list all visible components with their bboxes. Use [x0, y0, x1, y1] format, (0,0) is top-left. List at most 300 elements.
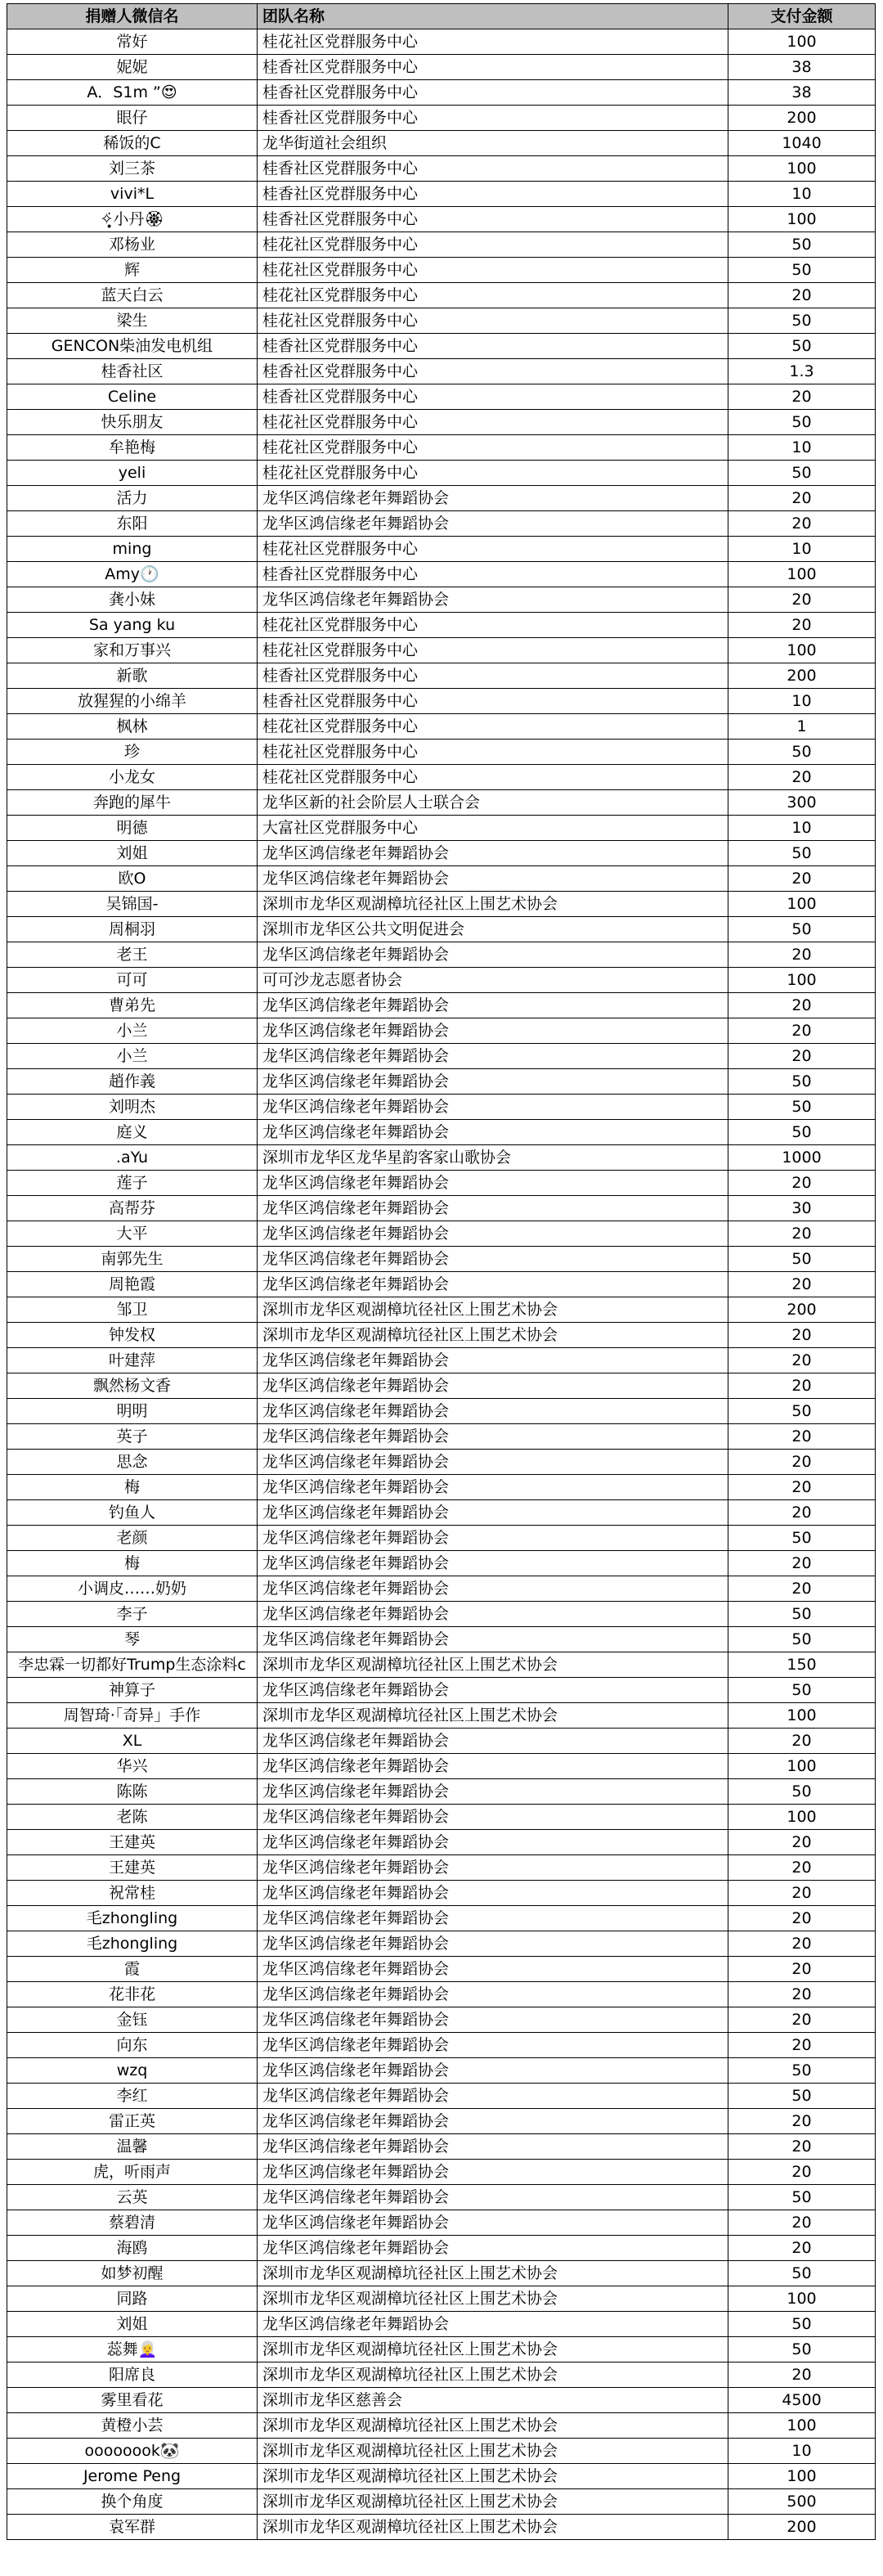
amount-cell: 100 — [728, 207, 876, 232]
donor-name-cell: 邓杨业 — [7, 232, 258, 258]
amount-cell: 20 — [728, 866, 876, 892]
amount-cell: 20 — [728, 1576, 876, 1602]
amount-cell: 20 — [728, 1830, 876, 1855]
amount-cell: 20 — [728, 384, 876, 410]
amount-cell: 1000 — [728, 1145, 876, 1171]
table-row — [7, 587, 876, 613]
amount-cell: 20 — [728, 1044, 876, 1069]
donor-name-cell: 袁军群 — [7, 2515, 258, 2540]
donor-name-cell: 东阳 — [7, 511, 258, 537]
team-name-cell: 龙华区鸿信缘老年舞蹈协会 — [258, 1247, 728, 1272]
donor-name-cell: 如梦初醒 — [7, 2261, 258, 2286]
amount-cell: 20 — [728, 765, 876, 790]
amount-cell: 50 — [728, 334, 876, 359]
amount-cell: 50 — [728, 2084, 876, 2109]
table-row — [7, 613, 876, 638]
amount-cell: 50 — [728, 2312, 876, 2337]
amount-cell: 50 — [728, 1526, 876, 1551]
table-row — [7, 714, 876, 740]
donor-name-cell: 神算子 — [7, 1678, 258, 1703]
table-row — [7, 2337, 876, 2362]
donor-name-cell: 黄橙小芸 — [7, 2413, 258, 2439]
team-name-cell: 深圳市龙华区观湖樟坑径社区上围艺术协会 — [258, 892, 728, 917]
amount-cell: 20 — [728, 1475, 876, 1500]
team-name-cell: 桂香社区党群服务中心 — [258, 663, 728, 689]
table-row — [7, 1779, 876, 1805]
table-row — [7, 207, 876, 232]
table-row — [7, 1500, 876, 1526]
table-row — [7, 511, 876, 537]
donor-name-cell: yeli — [7, 461, 258, 486]
table-row — [7, 968, 876, 993]
donor-name-cell: 枫林 — [7, 714, 258, 740]
donor-name-cell: 明德 — [7, 816, 258, 841]
team-name-cell: 龙华区鸿信缘老年舞蹈协会 — [258, 1450, 728, 1475]
table-row — [7, 1652, 876, 1678]
table-row — [7, 1450, 876, 1475]
table-row — [7, 232, 876, 258]
table-row — [7, 740, 876, 765]
table-row — [7, 1526, 876, 1551]
table-row — [7, 55, 876, 80]
amount-cell: 20 — [728, 1424, 876, 1450]
amount-cell: 20 — [728, 1957, 876, 1982]
table-row — [7, 1399, 876, 1424]
amount-cell: 10 — [728, 537, 876, 562]
amount-cell: 50 — [728, 740, 876, 765]
donor-name-cell: 华兴 — [7, 1754, 258, 1779]
donor-name-cell: 小调皮……奶奶 — [7, 1576, 258, 1602]
donor-name-cell: 海鸥 — [7, 2236, 258, 2261]
team-name-cell: 龙华区鸿信缘老年舞蹈协会 — [258, 2236, 728, 2261]
table-row — [7, 1805, 876, 1830]
amount-cell: 200 — [728, 2515, 876, 2540]
team-name-cell: 桂香社区党群服务中心 — [258, 207, 728, 232]
table-body — [7, 29, 876, 2540]
table-row — [7, 917, 876, 942]
amount-cell: 20 — [728, 2362, 876, 2388]
donor-name-cell: 换个角度 — [7, 2489, 258, 2515]
amount-cell: 50 — [728, 2185, 876, 2210]
table-row — [7, 1044, 876, 1069]
table-row — [7, 1247, 876, 1272]
amount-cell: 300 — [728, 790, 876, 816]
team-name-cell: 龙华区鸿信缘老年舞蹈协会 — [258, 1881, 728, 1906]
team-name-cell: 桂香社区党群服务中心 — [258, 689, 728, 714]
team-name-cell: 龙华区鸿信缘老年舞蹈协会 — [258, 1729, 728, 1754]
amount-cell: 20 — [728, 2210, 876, 2236]
amount-cell: 20 — [728, 587, 876, 613]
donor-name-cell: 花非花 — [7, 1982, 258, 2007]
amount-cell: 50 — [728, 1247, 876, 1272]
table-row — [7, 1678, 876, 1703]
amount-cell: 1 — [728, 714, 876, 740]
donor-name-cell: ming — [7, 537, 258, 562]
donor-name-cell: 毛zhongling — [7, 1931, 258, 1957]
donor-name-cell: 刘姐 — [7, 2312, 258, 2337]
amount-cell: 50 — [728, 1627, 876, 1652]
amount-cell: 500 — [728, 2489, 876, 2515]
team-name-cell: 桂花社区党群服务中心 — [258, 714, 728, 740]
team-name-cell: 龙华区鸿信缘老年舞蹈协会 — [258, 1120, 728, 1145]
donor-name-cell: 辉 — [7, 258, 258, 283]
amount-cell: 100 — [728, 562, 876, 587]
donor-name-cell: 云英 — [7, 2185, 258, 2210]
team-name-cell: 桂香社区党群服务中心 — [258, 106, 728, 131]
amount-cell: 100 — [728, 1703, 876, 1729]
table-row — [7, 942, 876, 968]
table-row — [7, 2033, 876, 2058]
donor-name-cell: 王建英 — [7, 1830, 258, 1855]
table-row — [7, 2058, 876, 2084]
team-name-cell: 龙华区鸿信缘老年舞蹈协会 — [258, 511, 728, 537]
table-row — [7, 1627, 876, 1652]
team-name-cell: 深圳市龙华区观湖樟坑径社区上围艺术协会 — [258, 2286, 728, 2312]
donor-name-cell: 蔡碧清 — [7, 2210, 258, 2236]
donor-name-cell: 珍 — [7, 740, 258, 765]
table-row — [7, 2109, 876, 2134]
team-name-cell: 桂花社区党群服务中心 — [258, 765, 728, 790]
donor-name-cell: 龚小妹 — [7, 587, 258, 613]
table-row — [7, 1982, 876, 2007]
donor-name-cell: Jerome Peng — [7, 2464, 258, 2489]
donor-name-cell: 梅 — [7, 1475, 258, 1500]
table-row — [7, 790, 876, 816]
amount-cell: 50 — [728, 308, 876, 334]
donor-name-cell: 桂香社区 — [7, 359, 258, 384]
team-name-cell: 龙华区鸿信缘老年舞蹈协会 — [258, 2312, 728, 2337]
amount-cell: 150 — [728, 1652, 876, 1678]
team-name-cell: 深圳市龙华区观湖樟坑径社区上围艺术协会 — [258, 1297, 728, 1323]
table-row — [7, 1881, 876, 1906]
donor-name-cell: 常好 — [7, 29, 258, 55]
amount-cell: 20 — [728, 1931, 876, 1957]
donor-name-cell: 明明 — [7, 1399, 258, 1424]
team-name-cell: 龙华区鸿信缘老年舞蹈协会 — [258, 486, 728, 511]
donor-name-cell: 刘三茶 — [7, 156, 258, 182]
amount-cell: 50 — [728, 1120, 876, 1145]
donor-name-cell: 快乐朋友 — [7, 410, 258, 435]
table-row — [7, 1602, 876, 1627]
team-name-cell: 龙华区鸿信缘老年舞蹈协会 — [258, 1931, 728, 1957]
team-name-cell: 深圳市龙华区公共文明促进会 — [258, 917, 728, 942]
amount-cell: 200 — [728, 1297, 876, 1323]
team-name-cell: 龙华区鸿信缘老年舞蹈协会 — [258, 1627, 728, 1652]
table-row — [7, 2160, 876, 2185]
team-name-cell: 龙华区鸿信缘老年舞蹈协会 — [258, 1424, 728, 1450]
team-name-cell: 龙华街道社会组织 — [258, 131, 728, 156]
team-name-cell: 龙华区鸿信缘老年舞蹈协会 — [258, 1805, 728, 1830]
donor-name-cell: ✧̣̥̇小丹🏵 — [7, 207, 258, 232]
donor-name-cell: 英子 — [7, 1424, 258, 1450]
team-name-cell: 龙华区鸿信缘老年舞蹈协会 — [258, 1500, 728, 1526]
donor-name-cell: 雷正英 — [7, 2109, 258, 2134]
team-name-cell: 龙华区鸿信缘老年舞蹈协会 — [258, 1272, 728, 1297]
team-name-cell: 龙华区鸿信缘老年舞蹈协会 — [258, 2160, 728, 2185]
team-name-cell: 龙华区鸿信缘老年舞蹈协会 — [258, 2185, 728, 2210]
donor-name-cell: 刘明杰 — [7, 1095, 258, 1120]
table-row — [7, 2134, 876, 2160]
amount-cell: 20 — [728, 1450, 876, 1475]
amount-cell: 1040 — [728, 131, 876, 156]
team-name-cell: 龙华区鸿信缘老年舞蹈协会 — [258, 1779, 728, 1805]
team-name-cell: 深圳市龙华区观湖樟坑径社区上围艺术协会 — [258, 1703, 728, 1729]
table-row — [7, 1323, 876, 1348]
header-team-name: 团队名称 — [258, 4, 728, 29]
amount-cell: 50 — [728, 410, 876, 435]
team-name-cell: 龙华区鸿信缘老年舞蹈协会 — [258, 2134, 728, 2160]
donor-name-cell: 高帮芬 — [7, 1196, 258, 1221]
amount-cell: 10 — [728, 182, 876, 207]
header-payment-amount: 支付金额 — [728, 4, 876, 29]
donor-name-cell: GENCON柴油发电机组 — [7, 334, 258, 359]
donor-name-cell: 放猩猩的小绵羊 — [7, 689, 258, 714]
table-row — [7, 1120, 876, 1145]
amount-cell: 50 — [728, 1779, 876, 1805]
amount-cell: 38 — [728, 55, 876, 80]
table-row — [7, 1855, 876, 1881]
donor-name-cell: 小兰 — [7, 1044, 258, 1069]
team-name-cell: 大富社区党群服务中心 — [258, 816, 728, 841]
team-name-cell: 龙华区鸿信缘老年舞蹈协会 — [258, 1602, 728, 1627]
donor-name-cell: 陈陈 — [7, 1779, 258, 1805]
team-name-cell: 桂香社区党群服务中心 — [258, 359, 728, 384]
amount-cell: 1.3 — [728, 359, 876, 384]
table-row — [7, 2261, 876, 2286]
team-name-cell: 桂香社区党群服务中心 — [258, 182, 728, 207]
team-name-cell: 深圳市龙华区观湖樟坑径社区上围艺术协会 — [258, 2439, 728, 2464]
table-row — [7, 182, 876, 207]
team-name-cell: 龙华区鸿信缘老年舞蹈协会 — [258, 1069, 728, 1095]
team-name-cell: 桂花社区党群服务中心 — [258, 410, 728, 435]
donor-name-cell: 思念 — [7, 1450, 258, 1475]
amount-cell: 100 — [728, 2286, 876, 2312]
donor-name-cell: 王建英 — [7, 1855, 258, 1881]
table-header — [7, 4, 876, 29]
table-row — [7, 1906, 876, 1931]
donor-name-cell: 刘姐 — [7, 841, 258, 866]
donor-name-cell: 趙作義 — [7, 1069, 258, 1095]
amount-cell: 50 — [728, 1095, 876, 1120]
amount-cell: 20 — [728, 1373, 876, 1399]
team-name-cell: 龙华区鸿信缘老年舞蹈协会 — [258, 2007, 728, 2033]
donor-name-cell: 温馨 — [7, 2134, 258, 2160]
team-name-cell: 龙华区鸿信缘老年舞蹈协会 — [258, 1526, 728, 1551]
amount-cell: 4500 — [728, 2388, 876, 2413]
amount-cell: 20 — [728, 2033, 876, 2058]
table-row — [7, 1348, 876, 1373]
donor-name-cell: 蓝天白云 — [7, 283, 258, 308]
donor-name-cell: 活力 — [7, 486, 258, 511]
donor-name-cell: 李红 — [7, 2084, 258, 2109]
amount-cell: 20 — [728, 1171, 876, 1196]
donor-name-cell: 毛zhongling — [7, 1906, 258, 1931]
amount-cell: 10 — [728, 816, 876, 841]
donor-name-cell: 霞 — [7, 1957, 258, 1982]
table-row — [7, 2489, 876, 2515]
donor-name-cell: 向东 — [7, 2033, 258, 2058]
donor-name-cell: Celine — [7, 384, 258, 410]
donor-name-cell: 祝常桂 — [7, 1881, 258, 1906]
donor-name-cell: 眼仔 — [7, 106, 258, 131]
donor-name-cell: 曹弟先 — [7, 993, 258, 1018]
amount-cell: 100 — [728, 2413, 876, 2439]
table-row — [7, 562, 876, 587]
table-row — [7, 2515, 876, 2540]
team-name-cell: 龙华区鸿信缘老年舞蹈协会 — [258, 1475, 728, 1500]
amount-cell: 100 — [728, 2464, 876, 2489]
table-row — [7, 359, 876, 384]
amount-cell: 200 — [728, 663, 876, 689]
donor-name-cell: 小龙女 — [7, 765, 258, 790]
table-row — [7, 1754, 876, 1779]
donor-name-cell: 牟艳梅 — [7, 435, 258, 461]
donor-name-cell: 邹卫 — [7, 1297, 258, 1323]
team-name-cell: 龙华区鸿信缘老年舞蹈协会 — [258, 1018, 728, 1044]
donor-name-cell: wzq — [7, 2058, 258, 2084]
team-name-cell: 深圳市龙华区观湖樟坑径社区上围艺术协会 — [258, 2515, 728, 2540]
amount-cell: 20 — [728, 1906, 876, 1931]
donation-table — [7, 3, 876, 2540]
table-row — [7, 1931, 876, 1957]
table-row — [7, 2388, 876, 2413]
team-name-cell: 龙华区鸿信缘老年舞蹈协会 — [258, 1044, 728, 1069]
donor-name-cell: 欧O — [7, 866, 258, 892]
donor-name-cell: 李子 — [7, 1602, 258, 1627]
amount-cell: 20 — [728, 283, 876, 308]
table-row — [7, 1830, 876, 1855]
amount-cell: 20 — [728, 1881, 876, 1906]
donor-name-cell: 老颜 — [7, 1526, 258, 1551]
amount-cell: 20 — [728, 2236, 876, 2261]
team-name-cell: 桂花社区党群服务中心 — [258, 29, 728, 55]
table-row — [7, 258, 876, 283]
team-name-cell: 桂香社区党群服务中心 — [258, 562, 728, 587]
team-name-cell: 龙华区鸿信缘老年舞蹈协会 — [258, 1678, 728, 1703]
table-row — [7, 384, 876, 410]
table-row — [7, 80, 876, 106]
table-row — [7, 461, 876, 486]
amount-cell: 20 — [728, 1551, 876, 1576]
team-name-cell: 龙华区鸿信缘老年舞蹈协会 — [258, 993, 728, 1018]
donor-name-cell: .aYu — [7, 1145, 258, 1171]
team-name-cell: 深圳市龙华区观湖樟坑径社区上围艺术协会 — [258, 2337, 728, 2362]
team-name-cell: 龙华区鸿信缘老年舞蹈协会 — [258, 942, 728, 968]
donor-name-cell: 雾里看花 — [7, 2388, 258, 2413]
donor-name-cell: 蕊舞👩‍🦳 — [7, 2337, 258, 2362]
team-name-cell: 深圳市龙华区观湖樟坑径社区上围艺术协会 — [258, 1652, 728, 1678]
team-name-cell: 龙华区鸿信缘老年舞蹈协会 — [258, 1399, 728, 1424]
table-row — [7, 106, 876, 131]
amount-cell: 50 — [728, 2337, 876, 2362]
table-row — [7, 1957, 876, 1982]
donor-name-cell: 吴锦国- — [7, 892, 258, 917]
team-name-cell: 桂花社区党群服务中心 — [258, 613, 728, 638]
team-name-cell: 桂香社区党群服务中心 — [258, 334, 728, 359]
team-name-cell: 桂香社区党群服务中心 — [258, 80, 728, 106]
header-row — [7, 4, 876, 29]
table-row — [7, 283, 876, 308]
amount-cell: 20 — [728, 1018, 876, 1044]
donor-name-cell: vivi*L — [7, 182, 258, 207]
table-row — [7, 1069, 876, 1095]
amount-cell: 20 — [728, 2109, 876, 2134]
amount-cell: 50 — [728, 2261, 876, 2286]
table-row — [7, 1145, 876, 1171]
amount-cell: 20 — [728, 942, 876, 968]
team-name-cell: 龙华区鸿信缘老年舞蹈协会 — [258, 2210, 728, 2236]
table-row — [7, 29, 876, 55]
donor-name-cell: 阳席良 — [7, 2362, 258, 2388]
table-row — [7, 2413, 876, 2439]
donor-name-cell: 李忠霖一切都好Trump生态涂料c — [7, 1652, 258, 1678]
amount-cell: 50 — [728, 1399, 876, 1424]
header-donor-name: 捐赠人微信名 — [7, 4, 258, 29]
donor-name-cell: 莲子 — [7, 1171, 258, 1196]
donor-name-cell: 钟发权 — [7, 1323, 258, 1348]
amount-cell: 50 — [728, 917, 876, 942]
table-row — [7, 1171, 876, 1196]
team-name-cell: 桂花社区党群服务中心 — [258, 461, 728, 486]
amount-cell: 200 — [728, 106, 876, 131]
table-row — [7, 2210, 876, 2236]
table-row — [7, 334, 876, 359]
team-name-cell: 深圳市龙华区观湖樟坑径社区上围艺术协会 — [258, 2413, 728, 2439]
team-name-cell: 龙华区鸿信缘老年舞蹈协会 — [258, 1906, 728, 1931]
donor-name-cell: XL — [7, 1729, 258, 1754]
team-name-cell: 龙华区鸿信缘老年舞蹈协会 — [258, 1982, 728, 2007]
donor-name-cell: 琴 — [7, 1627, 258, 1652]
table-row — [7, 993, 876, 1018]
donor-name-cell: A．S1m ”😍 — [7, 80, 258, 106]
amount-cell: 20 — [728, 613, 876, 638]
team-name-cell: 桂香社区党群服务中心 — [258, 55, 728, 80]
table-row — [7, 1095, 876, 1120]
table-row — [7, 537, 876, 562]
amount-cell: 100 — [728, 892, 876, 917]
team-name-cell: 桂花社区党群服务中心 — [258, 232, 728, 258]
table-row — [7, 1196, 876, 1221]
team-name-cell: 桂香社区党群服务中心 — [258, 156, 728, 182]
team-name-cell: 可可沙龙志愿者协会 — [258, 968, 728, 993]
team-name-cell: 龙华区新的社会阶层人士联合会 — [258, 790, 728, 816]
amount-cell: 50 — [728, 1069, 876, 1095]
amount-cell: 100 — [728, 29, 876, 55]
amount-cell: 100 — [728, 1754, 876, 1779]
amount-cell: 100 — [728, 968, 876, 993]
team-name-cell: 龙华区鸿信缘老年舞蹈协会 — [258, 2084, 728, 2109]
table-row — [7, 1297, 876, 1323]
team-name-cell: 龙华区鸿信缘老年舞蹈协会 — [258, 1221, 728, 1247]
team-name-cell: 龙华区鸿信缘老年舞蹈协会 — [258, 587, 728, 613]
table-row — [7, 2439, 876, 2464]
table-row — [7, 2464, 876, 2489]
team-name-cell: 桂花社区党群服务中心 — [258, 740, 728, 765]
team-name-cell: 深圳市龙华区观湖樟坑径社区上围艺术协会 — [258, 2362, 728, 2388]
table-row — [7, 1424, 876, 1450]
donor-name-cell: 梁生 — [7, 308, 258, 334]
table-row — [7, 308, 876, 334]
table-row — [7, 410, 876, 435]
donor-name-cell: 家和万事兴 — [7, 638, 258, 663]
team-name-cell: 桂花社区党群服务中心 — [258, 537, 728, 562]
donor-name-cell: 周桐羽 — [7, 917, 258, 942]
amount-cell: 20 — [728, 1982, 876, 2007]
donor-name-cell: 大平 — [7, 1221, 258, 1247]
donor-name-cell: 梅 — [7, 1551, 258, 1576]
team-name-cell: 龙华区鸿信缘老年舞蹈协会 — [258, 2033, 728, 2058]
table-row — [7, 1475, 876, 1500]
